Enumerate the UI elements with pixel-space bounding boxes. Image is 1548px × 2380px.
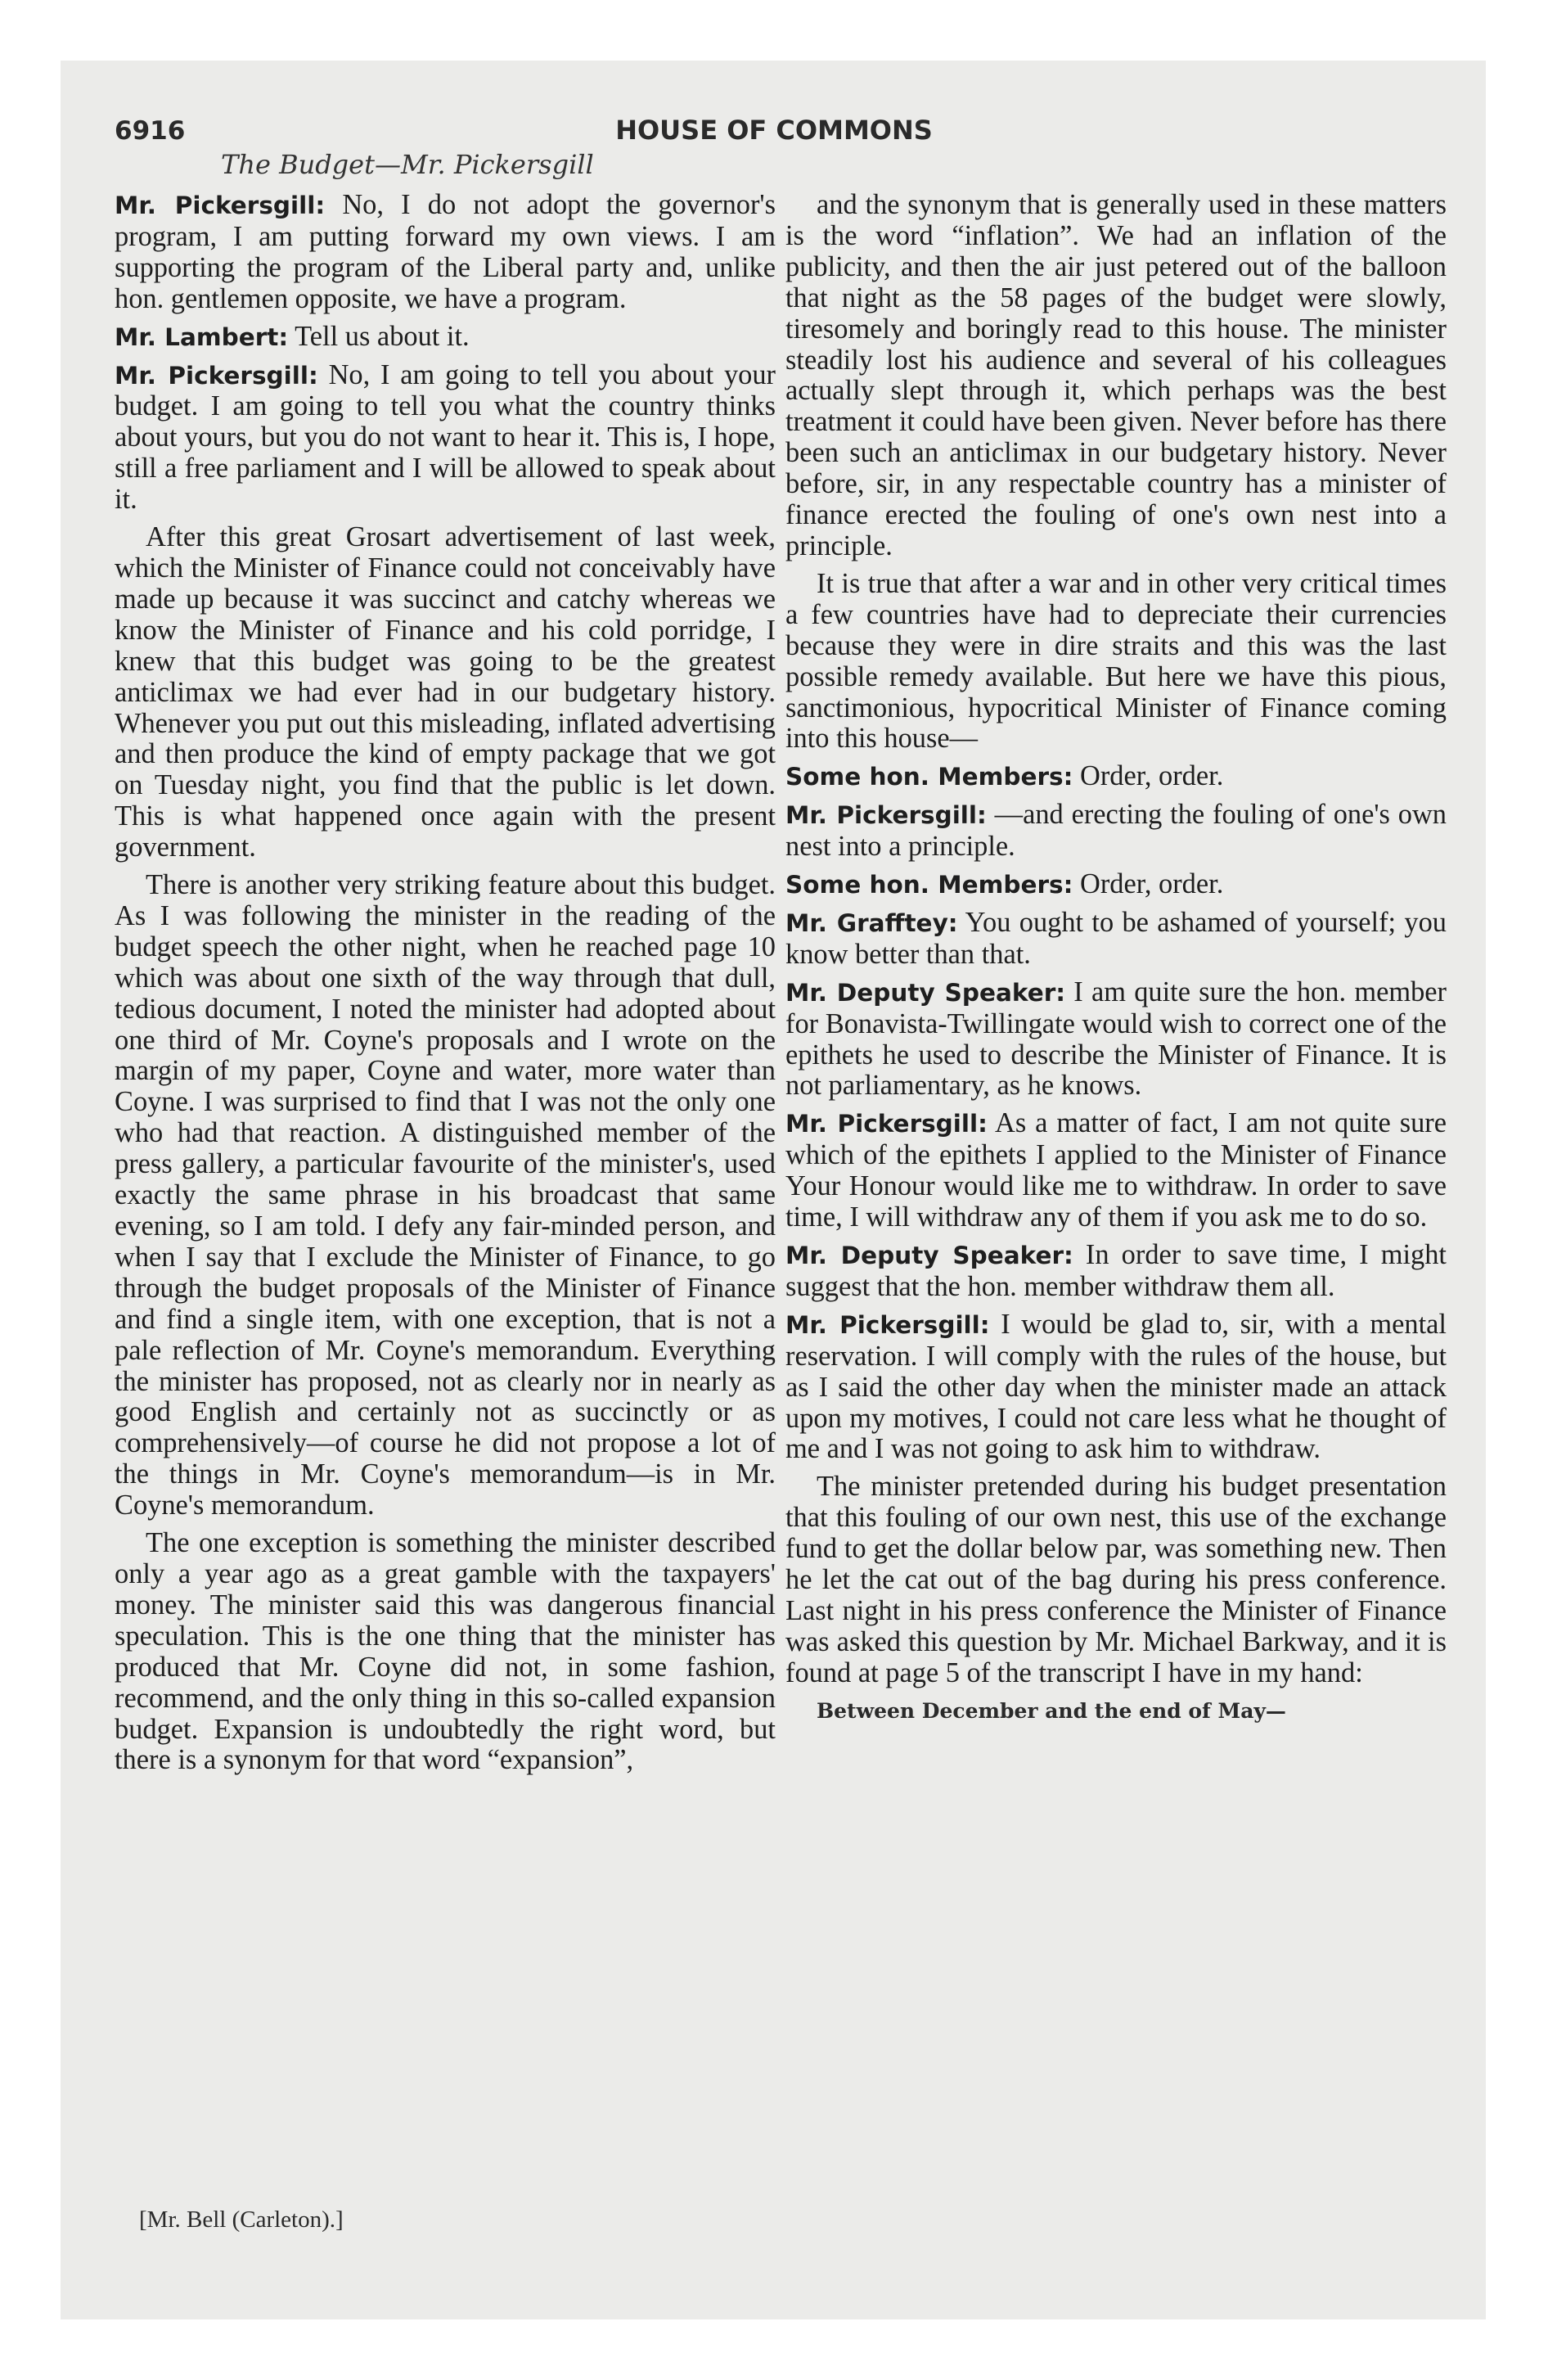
speaker-name: Mr. Pickersgill: [785, 1110, 988, 1138]
paragraph-text: As a matter of fact, I am not quite sure which of the epithets I applied to the Minister of Finance Your Honour would like me to withdraw. In order to save time, I will withdraw any of them if you ask me to do so. [785, 1107, 1447, 1233]
speaker-name: Mr. Pickersgill: [115, 192, 326, 219]
paragraph [785, 1309, 1447, 1466]
speaker-name: Mr. Grafftey: [785, 908, 958, 937]
paragraph [115, 190, 776, 315]
paragraph [785, 190, 1447, 562]
footer-attribution: [Mr. Bell (Carleton).] [139, 2206, 344, 2233]
paragraph [115, 360, 776, 516]
speaker-name: Mr. Pickersgill: [115, 361, 318, 390]
paragraph [785, 569, 1447, 755]
paragraph-text: Order, order. [1073, 868, 1224, 900]
paragraph [115, 522, 776, 863]
paragraph-text: No, I do not adopt the governor's program, I am putting forward my own views. I am supporting the program of the Liberal party and, unlike hon. gentlemen opposite, we have a program. [115, 189, 776, 314]
speaker-name: Mr. Pickersgill: [785, 801, 987, 830]
paragraph [115, 1528, 776, 1776]
speaker-name: Mr. Lambert: [115, 322, 289, 351]
paragraph [785, 800, 1447, 863]
paragraph [785, 1108, 1447, 1233]
paragraph-text: The minister pretended during his budget presentation that this fouling of our own nest, this use of the exchange fund to get the dollar below par, was something new. Then he let the cat out of the bag during his press conference. Last night in his press conference the Minister of Finance was asked this question by Mr. Michael Barkway, and it is found at page 5 of the transcript I have in my hand: [785, 1471, 1447, 1688]
paragraph [785, 761, 1447, 793]
quoted-text: Between December and the end of May— [817, 1698, 1286, 1723]
speaker-name: Mr. Deputy Speaker: [785, 1242, 1073, 1269]
paragraph-text: I would be glad to, sir, with a mental reservation. I will comply with the rules of the house, but as I said the other day when the minister made an attack upon my motives, I could not care less what he thought of me and I was not going to ask him to withdraw. [785, 1308, 1447, 1465]
speaker-name: Some hon. Members: [785, 763, 1073, 791]
paragraph-text: and the synonym that is generally used in these matters is the word “inflation”. We had an inflation of the publicity, and then the air just petered out of the balloon that night as the 58 pages of the budget were slowly, tiresomely and boringly read to this house. The minister steadily lost his audience and several of his colleagues actually slept through it, which perhaps was the best treatment it could have been given. Never before has there been such an anticlimax in our budgetary history. Never before, sir, in any respectable country has a minister of finance erected the fouling of one's own nest into a principle. [785, 189, 1447, 561]
paragraph-text: It is true that after a war and in other very critical times a few countries have had to depreciate their currencies because they were in dire straits and this was the last possible remedy available. But here we have this pious, sanctimonious, hypocritical Minister of Finance coming into this house— [785, 567, 1447, 755]
right-column [785, 190, 1447, 1727]
speaker-name: Mr. Pickersgill: [785, 1310, 990, 1339]
paragraph-text: The one exception is something the minister described only a year ago as a great gamble with the taxpayers' money. The minister said this was dangerous financial speculation. This is the one thing that the minister has produced that Mr. Coyne did not, in some fashion, recommend, and the only thing in this so-called expansion budget. Expansion is undoubtedly the right word, but there is a synonym for that word “expansion”, [115, 1527, 776, 1776]
paragraph-text: I am quite sure the hon. member for Bonavista-Twillingate would wish to correct one of the epithets he used to describe the Minister of Finance. It is not parliamentary, as he knows. [785, 976, 1447, 1102]
paragraph-text: In order to save time, I might suggest that the hon. member withdraw them all. [785, 1239, 1447, 1302]
paragraph-text: No, I am going to tell you about your budget. I am going to tell you what the country thinks about yours, but you do not want to hear it. This is, I hope, still a free parliament and I will be allowed to speak about it. [115, 358, 776, 516]
paragraph [785, 1240, 1447, 1303]
paragraph-text: There is another very striking feature about this budget. As I was following the minister in the reading of the budget speech the other night, when he reached page 10 which was about one sixth of the way through that dull, tedious document, I noted the minister had adopted about one third of Mr. Coyne's proposals and I wrote on the margin of my paper, Coyne and water, more water than Coyne. I was surprised to find that I was not the only one who had that reaction. A distinguished member of the press gallery, a particular favourite of the minister's, used exactly the same phrase in his broadcast that same evening, so I am told. I defy any fair-minded person, and when I say that I exclude the Minister of Finance, to go through the budget proposals of the Minister of Finance and find a single item, with one exception, that is not a pale reflection of Mr. Coyne's memorandum. Everything the minister has proposed, not as clearly nor in nearly as good English and certainly not as succinctly or as comprehensively—of course he did not propose a lot of the things in Mr. Coyne's memorandum—is in Mr. Coyne's memorandum. [115, 869, 776, 1521]
speaker-name: Mr. Deputy Speaker: [785, 978, 1066, 1007]
page-number: 6916 [115, 116, 186, 146]
paragraph [785, 908, 1447, 971]
paragraph-text: After this great Grosart advertisement of last week, which the Minister of Finance could not conceivably have made up because it was succinct and catchy whereas we know the Minister of Finance and his cold porridge, I knew that this budget was going to be the greatest anticlimax we had ever had in our budgetary history. Whenever you put out this misleading, inflated advertising and then produce the kind of empty package that we got on Tuesday night, you find that the public is let down. This is what happened once again with the present government. [115, 521, 776, 863]
paragraph [115, 870, 776, 1521]
running-head: The Budget—Mr. Pickersgill [221, 149, 594, 180]
left-column [115, 190, 776, 1783]
speaker-name: Some hon. Members: [785, 871, 1073, 899]
paragraph [115, 322, 776, 354]
paragraph [785, 869, 1447, 901]
paragraph [785, 977, 1447, 1102]
paragraph-text: You ought to be ashamed of yourself; you know better than that. [785, 906, 1447, 970]
paragraph-text: Order, order. [1073, 760, 1224, 792]
paragraph-text: —and erecting the fouling of one's own nest into a principle. [785, 799, 1447, 863]
page-header: HOUSE OF COMMONS [615, 115, 933, 146]
paragraph-text: Tell us about it. [288, 320, 470, 352]
paragraph [785, 1472, 1447, 1688]
